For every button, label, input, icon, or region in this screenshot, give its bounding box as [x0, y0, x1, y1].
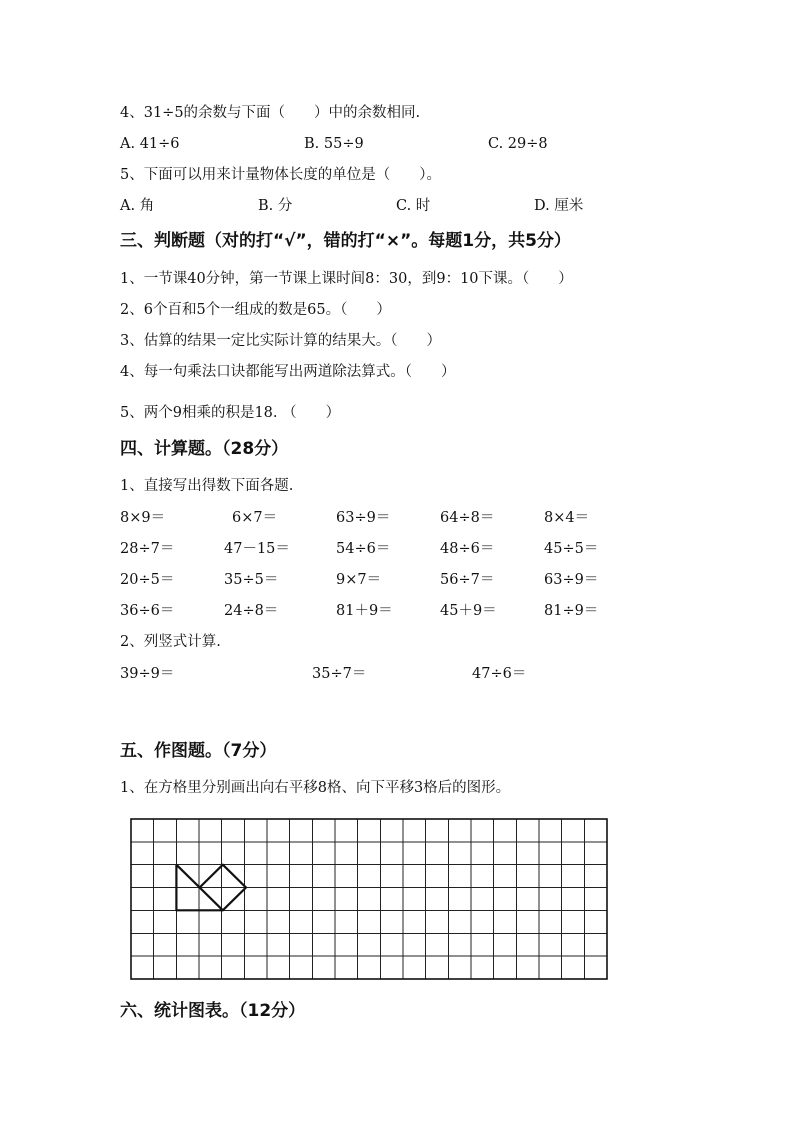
q4-option-b: B. 55÷9 [304, 136, 364, 152]
judge-item-5: 5、两个9相乘的积是18. （ ） [120, 405, 341, 421]
drawing-grid [130, 818, 610, 982]
judge-item-4: 4、每一句乘法口诀都能写出两道除法算式。（ ） [120, 364, 456, 380]
grid-border [131, 819, 607, 979]
q5-option-a: A. 角 [120, 198, 155, 214]
drawing-question-1: 1、在方格里分别画出向右平移8格、向下平移3格后的图形。 [120, 780, 511, 796]
calc-item: 54÷6＝ [336, 541, 391, 557]
calc-item: 35÷5＝ [224, 572, 279, 588]
vertical-calc-item: 35÷7＝ [312, 666, 367, 682]
section-six-heading: 六、统计图表。（12分） [120, 1001, 306, 1021]
q5-option-d: D. 厘米 [534, 198, 584, 214]
judge-item-2: 2、6个百和5个一组成的数是65。（ ） [120, 302, 391, 318]
question-4: 4、31÷5的余数与下面（ ）中的余数相同. [120, 105, 421, 121]
calc-item: 47－15＝ [224, 541, 290, 557]
q5-option-b: B. 分 [258, 198, 293, 214]
judge-item-1: 1、一节课40分钟，第一节课上课时间8：30，到9：10下课。（ ） [120, 271, 573, 287]
section-four-heading: 四、计算题。（28分） [120, 439, 289, 459]
calc-item: 81＋9＝ [336, 603, 393, 619]
calc-item: 64÷8＝ [440, 510, 495, 526]
calc-item: 81÷9＝ [544, 603, 599, 619]
calc-item: 63÷9＝ [544, 572, 599, 588]
calc-part2-title: 2、列竖式计算. [120, 634, 221, 650]
q4-option-a: A. 41÷6 [120, 136, 180, 152]
question-5: 5、下面可以用来计量物体长度的单位是（ ）。 [120, 167, 441, 183]
calc-item: 48÷6＝ [440, 541, 495, 557]
calc-item: 6×7＝ [232, 510, 278, 526]
calc-item: 9×7＝ [336, 572, 382, 588]
vertical-calc-item: 39÷9＝ [120, 666, 175, 682]
q4-option-c: C. 29÷8 [488, 136, 548, 152]
calc-item: 36÷6＝ [120, 603, 175, 619]
calc-item: 20÷5＝ [120, 572, 175, 588]
judge-item-3: 3、估算的结果一定比实际计算的结果大。（ ） [120, 333, 441, 349]
grid-lines [131, 819, 607, 979]
calc-item: 56÷7＝ [440, 572, 495, 588]
section-five-heading: 五、作图题。（7分） [120, 741, 277, 761]
vertical-calc-item: 47÷6＝ [472, 666, 527, 682]
calc-part1-title: 1、直接写出得数下面各题. [120, 478, 294, 494]
calc-item: 63÷9＝ [336, 510, 391, 526]
q5-option-c: C. 时 [396, 198, 431, 214]
calc-item: 28÷7＝ [120, 541, 175, 557]
calc-item: 45＋9＝ [440, 603, 497, 619]
section-three-heading: 三、判断题（对的打“√”，错的打“×”。每题1分，共5分） [120, 231, 571, 251]
calc-item: 8×9＝ [120, 510, 166, 526]
calc-item: 45÷5＝ [544, 541, 599, 557]
calc-item: 8×4＝ [544, 510, 590, 526]
calc-item: 24÷8＝ [224, 603, 279, 619]
